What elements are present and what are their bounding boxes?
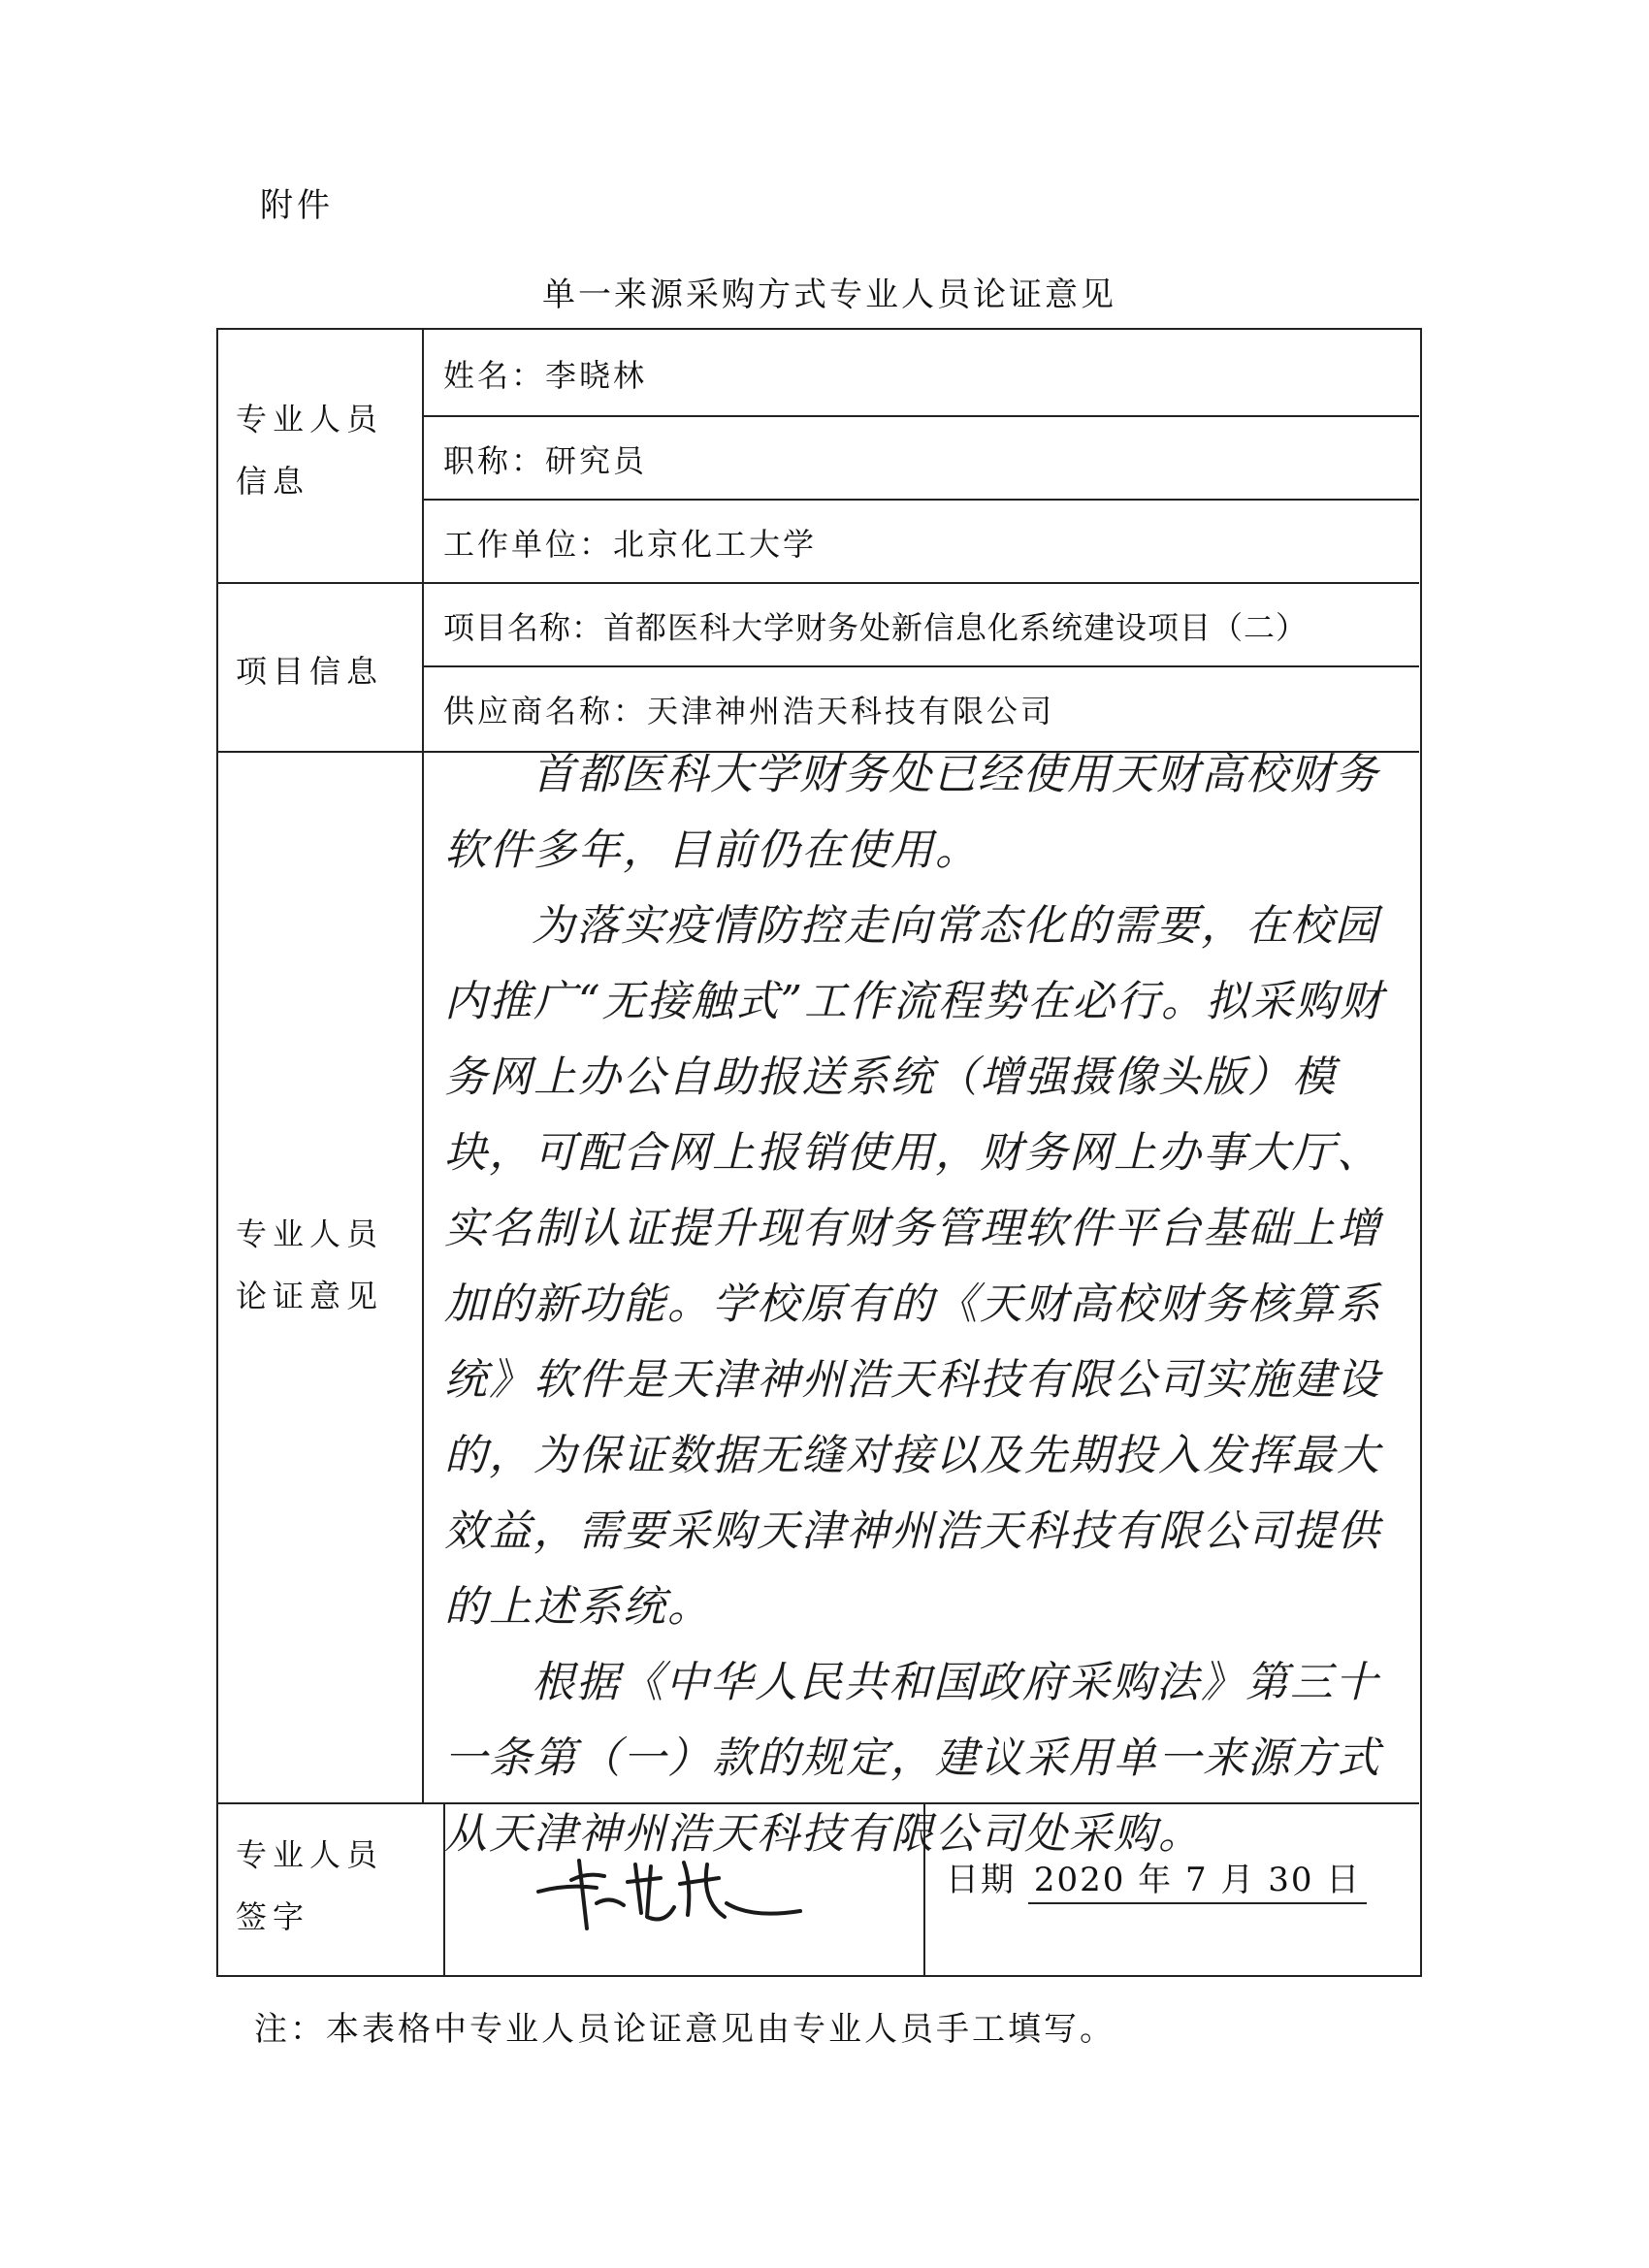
expert-info-label-line1: 专业人员 xyxy=(236,401,384,437)
expert-info-label xyxy=(236,388,383,512)
attachment-label: 附件 xyxy=(260,186,334,225)
project-info-label: 项目信息 xyxy=(236,653,384,690)
date-value: 2020 年 7 月 30 日 xyxy=(1028,1853,1367,1904)
opinion-paragraph: 根据《中华人民共和国政府采购法》第三十一条第（一）款的规定，建议采用单一来源方式从天津神州浩天科技有限公司处采购。 xyxy=(444,1658,1381,1859)
date-label: 日期 xyxy=(946,1861,1016,1899)
expert-name: 姓名：李晓林 xyxy=(443,357,648,394)
signature-label-line2: 签字 xyxy=(236,1898,310,1935)
opinion-label xyxy=(236,1203,383,1327)
handwritten-opinion xyxy=(444,737,1414,1872)
signature-date xyxy=(946,1853,1367,1904)
opinion-label-line1: 专业人员 xyxy=(236,1215,384,1252)
signature-label-line1: 专业人员 xyxy=(236,1836,384,1873)
expert-rank: 职称：研究员 xyxy=(443,442,648,479)
row-divider-name xyxy=(422,415,1419,417)
document-title: 单一来源采购方式专业人员论证意见 xyxy=(542,275,1116,314)
row-divider-project xyxy=(422,665,1419,667)
expert-info-label-line2: 信息 xyxy=(236,463,310,500)
footnote: 注：本表格中专业人员论证意见由专业人员手工填写。 xyxy=(254,2010,1116,2049)
opinion-label-line2: 论证意见 xyxy=(236,1278,384,1314)
label-column-divider xyxy=(422,330,424,1802)
opinion-paragraph: 为落实疫情防控走向常态化的需要，在校园内推广“无接触式”工作流程势在必行。拟采购财务网上办公自助报送系统（增强摄像头版）模块，可配合网上报销使用，财务网上办事大厅、实名制认证提升现有财务管理软件平台基础上增加的新功能。学校原有的《天财高校财务核算系统》软件是天津神州浩天科技有限公司实施建设的，为保证数据无缝对接以及先期投入发挥最大效益，需要采购天津神州浩天科技有限公司提供的上述系统。 xyxy=(444,901,1384,1632)
handwritten-signature xyxy=(529,1824,820,1940)
signature-label xyxy=(236,1824,383,1948)
opinion-paragraph: 首都医科大学财务处已经使用天财高校财务软件多年，目前仍在使用。 xyxy=(444,750,1379,875)
supplier-name: 供应商名称：天津神州浩天科技有限公司 xyxy=(443,693,1055,729)
row-divider-section-1 xyxy=(218,582,1419,584)
row-divider-rank xyxy=(422,499,1419,501)
opinion-form-table xyxy=(216,328,1422,1977)
expert-employer: 工作单位：北京化工大学 xyxy=(443,526,818,563)
project-name: 项目名称：首都医科大学财务处新信息化系统建设项目（二） xyxy=(443,609,1309,646)
